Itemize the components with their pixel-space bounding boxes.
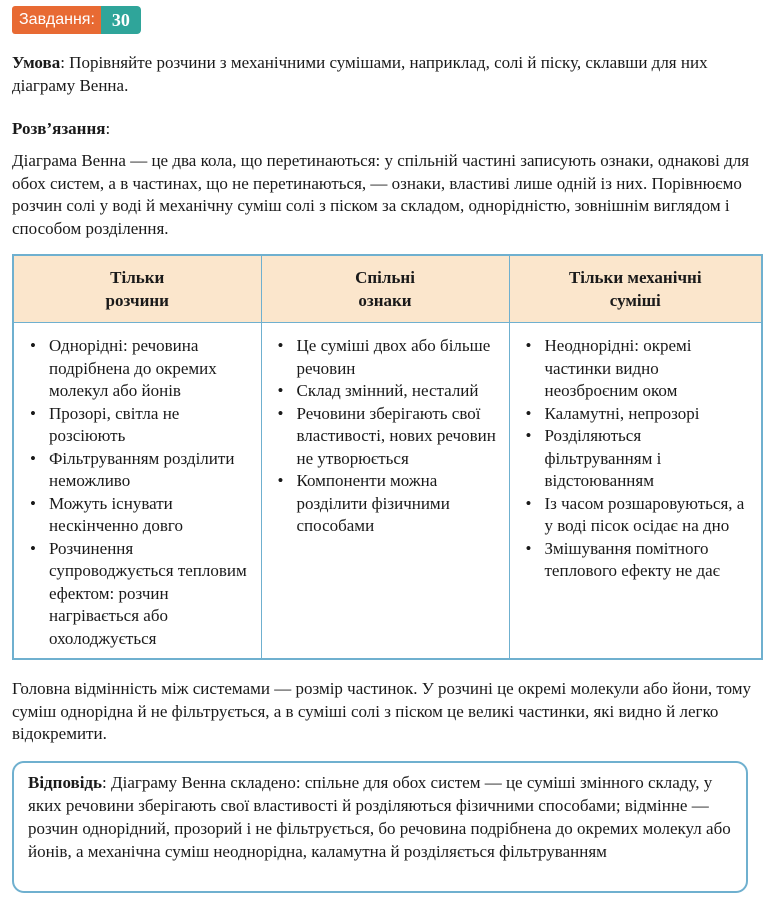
- header-only-mixtures: Тільки механічні суміші: [509, 255, 762, 323]
- solution-intro: Діаграма Венна — це два кола, що перетинаються: у спільній частині записують ознаки, однакові для обох систем, а в частинах, що не перетинаються, — ознаки, властиві лише одній із них. Порівнюємо розчин солі у воді й механічну суміш солі з піском за складом, однорідністю, зовнішнім виглядом і способом розділення.: [12, 151, 750, 238]
- condition-text: : Порівняйте розчини з механічними сумішами, наприклад, солі й піску, склавши для них діаграму Венна.: [12, 53, 708, 95]
- condition-title: Умова: [12, 53, 61, 72]
- solution-heading: [12, 118, 754, 141]
- solution-title: Розв’язання: [12, 119, 106, 138]
- list-item: • Прозорі, світла не розсіюють: [49, 403, 253, 448]
- list-item: • Неоднорідні: окремі частинки видно неозброєним оком: [545, 335, 754, 403]
- list-item: • Змішування помітного теплового ефекту не дає: [545, 538, 754, 583]
- list-item: • Розділяються фільтруванням і відстоюванням: [545, 425, 754, 493]
- task-label: Завдання:: [12, 6, 101, 34]
- list-item: • Це суміші двох або більше речовин: [297, 335, 501, 380]
- list-item: • Склад змінний, несталий: [297, 380, 501, 403]
- list-item: • Із часом розшаровуються, а у воді пісок осідає на дно: [545, 493, 754, 538]
- column-common-features: [261, 323, 509, 660]
- answer-title: Відповідь: [28, 773, 103, 792]
- list-item: • Розчинення супроводжується тепловим ефектом: розчин нагрівається або охолоджується: [49, 538, 253, 651]
- list-item: • Речовини зберігають свої властивості, нових речовин не утворюється: [297, 403, 501, 471]
- column-only-solutions: [13, 323, 261, 660]
- condition-paragraph: [12, 52, 754, 97]
- header-only-solutions: Тільки розчини: [13, 255, 261, 323]
- list-item: • Каламутні, непрозорі: [545, 403, 754, 426]
- table-header-row: [13, 255, 762, 323]
- table-body-row: [13, 323, 762, 660]
- column-only-mixtures: [509, 323, 762, 660]
- list-item: • Можуть існувати нескінченно довго: [49, 493, 253, 538]
- list-item: • Компоненти можна розділити фізичними способами: [297, 470, 501, 538]
- list-item: • Фільтруванням розділити неможливо: [49, 448, 253, 493]
- answer-text: : Діаграму Венна складено: спільне для обох систем — це суміші змінного складу, у яких речовини зберігають свої властивості й розділяються фізичними способами; відмінне — розчин однорідний, прозорий і не фільтрується, бо речовина подрібнена до окремих молекул або йонів, а механічна суміш неоднорідна, каламутна й розділяється фільтруванням: [28, 773, 731, 861]
- solution-colon: :: [105, 119, 111, 138]
- comparison-table: [12, 254, 763, 660]
- conclusion-paragraph: Головна відмінність між системами — розмір частинок. У розчині це окремі молекули або йони, тому суміш однорідна й не фільтрується, а в суміші солі з піском це великі частинки, які видно й легко відокремити.: [12, 679, 752, 743]
- list-item: • Однорідні: речовина подрібнена до окремих молекул або йонів: [49, 335, 253, 403]
- task-badge: [12, 6, 141, 34]
- answer-box: [12, 761, 748, 893]
- header-common-features: Спільні ознаки: [261, 255, 509, 323]
- task-number: 30: [101, 6, 141, 34]
